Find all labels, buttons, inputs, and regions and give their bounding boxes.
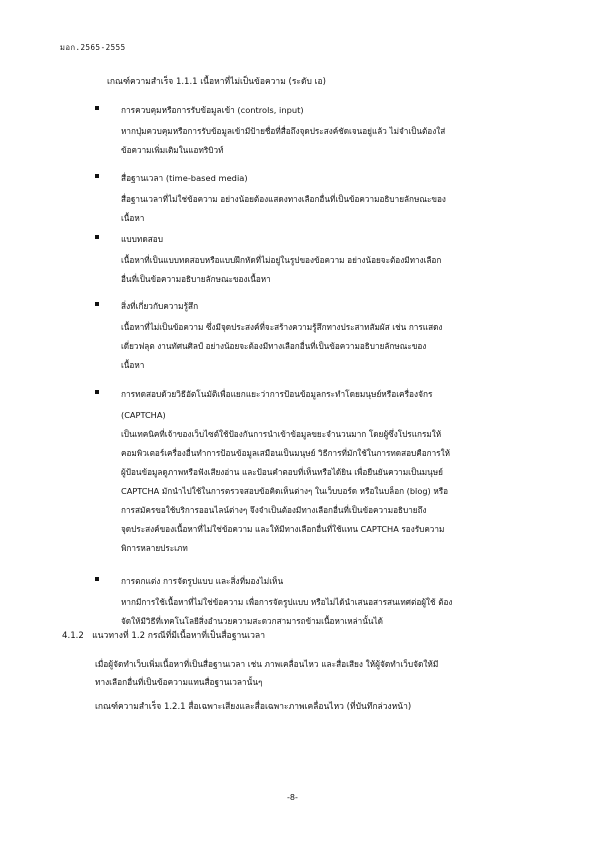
body-paragraph: [95, 655, 540, 691]
body-line: เป็นเทคนิคที่เจ้าของเว็บไซต์ใช้ป้องกันการนำเข้าข้อมูลขยะจำนวนมาก โดยผู้ซึ่งโปรแกรมให้: [121, 429, 442, 439]
body-line: จัดให้มีวิธีที่เทคโนโลยีสิ่งอำนวยความสะดวกสามารถข้ามเนื้อหาเหล่านั้นได้: [121, 616, 383, 626]
body-line: หากมีการใช้เนื้อหาที่ไม่ใช่ข้อความ เพื่อการจัดรูปแบบ หรือไม่ได้นำเสนอสารสนเทศต่อผู้ใช้ ต้อง: [121, 597, 453, 607]
body-line: CAPTCHA มักนำไปใช้ในการตรวจสอบข้อคิดเห็นต่างๆ ในเว็บบอร์ด หรือในบล็อก (blog) หรือ: [121, 486, 449, 496]
bullet-icon: [95, 174, 99, 178]
item-title: การตกแต่ง การจัดรูปแบบ และสิ่งที่มองไม่เห็น: [121, 576, 284, 586]
item-title: แบบทดสอบ: [121, 234, 164, 244]
item-body: [121, 318, 535, 375]
body-line: เนื้อหาที่ไม่เป็นข้อความ ซึ่งมีจุดประสงค์ที่จะสร้างความรู้สึกทางประสาทสัมผัส เช่น การแสดง: [121, 322, 443, 332]
body-line: การสมัครขอใช้บริการออนไลน์ต่างๆ จึงจำเป็นต้องมีทางเลือกอื่นที่เป็นข้อความอธิบายถึง: [121, 505, 427, 515]
body-line: ทางเลือกอื่นที่เป็นข้อความแทนสื่อฐานเวลานั้นๆ: [95, 677, 263, 687]
section-heading: [62, 628, 265, 642]
item-title: สิ่งที่เกี่ยวกับความรู้สึก: [121, 301, 199, 311]
body-line: เมื่อผู้จัดทำเว็บเพิ่มเนื้อหาที่เป็นสื่อฐานเวลา เช่น ภาพเคลื่อนไหว และสื่อเสียง ให้ผู้จัดทำเว็บจัดให้มี: [95, 659, 439, 669]
body-line: เนื้อหา: [121, 213, 145, 223]
body-line: ผู้ป้อนข้อมูลดูภาพหรือฟังเสียงอ่าน และป้อนคำตอบที่เห็นหรือได้ยิน เพื่อยืนยันความเป็นมนุษย์: [121, 467, 443, 477]
item-body: [121, 251, 535, 289]
body-line: อื่นที่เป็นข้อความอธิบายลักษณะของเนื้อหา: [121, 274, 271, 284]
body-line: ข้อความเพิ่มเติมในแอทริบิวท์: [121, 145, 224, 155]
section-number: 4.1.2: [62, 631, 84, 641]
body-line: (CAPTCHA): [121, 410, 166, 420]
body-line: สื่อฐานเวลาที่ไม่ใช่ข้อความ อย่างน้อยต้องแสดงทางเลือกอื่นที่เป็นข้อความอธิบายลักษณะของ: [121, 194, 446, 204]
bullet-icon: [95, 235, 99, 239]
item-title: การควบคุมหรือการรับข้อมูลเข้า (controls, input): [121, 105, 304, 115]
bullet-icon: [95, 390, 99, 394]
item-body: [121, 122, 535, 160]
body-line: เนื้อหาที่เป็นแบบทดสอบหรือแบบฝึกหัดที่ไม่อยู่ในรูปของข้อความ อย่างน้อยจะต้องมีทางเลือก: [121, 255, 442, 265]
success-criterion-1-1-1: เกณฑ์ความสำเร็จ 1.1.1 เนื้อหาที่ไม่เป็นข้อความ (ระดับ เอ): [107, 77, 326, 87]
page-number: -8-: [287, 793, 298, 802]
bullet-icon: [95, 106, 99, 110]
item-body: [121, 190, 535, 228]
body-line: เดี่ยวฟลุต งานทัศนศิลป์ อย่างน้อยจะต้องมีทางเลือกอื่นที่เป็นข้อความอธิบายลักษณะของ: [121, 341, 427, 351]
item-body: [121, 406, 535, 558]
success-criterion-1-2-1: เกณฑ์ความสำเร็จ 1.2.1 สื่อเฉพาะเสียงและสื่อเฉพาะภาพเคลื่อนไหว (ที่บันทึกล่วงหน้า): [95, 702, 412, 712]
body-line: จุดประสงค์ของเนื้อหาที่ไม่ใช่ข้อความ และให้มีทางเลือกอื่นที่ใช้แทน CAPTCHA รองรับความ: [121, 524, 445, 534]
item-title: การทดสอบด้วยวิธีอัตโนมัติเพื่อแยกแยะว่าการป้อนข้อมูลกระทำโดยมนุษย์หรือเครื่องจักร: [121, 389, 433, 399]
bullet-icon: [95, 577, 99, 581]
item-body: [121, 593, 535, 631]
body-line: เนื้อหา: [121, 360, 145, 370]
item-title: สื่อฐานเวลา (time-based media): [121, 173, 248, 183]
standard-code: มอก.2565-2555: [60, 43, 126, 52]
body-line: หากปุ่มควบคุมหรือการรับข้อมูลเข้ามีป้ายชื่อที่สื่อถึงจุดประสงค์ชัดเจนอยู่แล้ว ไม่จำเป็นต้องใส่: [121, 126, 446, 136]
body-line: พิการหลายประเภท: [121, 543, 188, 553]
bullet-icon: [95, 302, 99, 306]
section-title: แนวทางที่ 1.2 กรณีที่มีเนื้อหาที่เป็นสื่อฐานเวลา: [92, 631, 266, 641]
body-line: คอมพิวเตอร์เครื่องอื่นทำการป้อนข้อมูลเสมือนเป็นมนุษย์ วิธีการที่มักใช้ในการทดสอบคือการให้: [121, 448, 450, 458]
